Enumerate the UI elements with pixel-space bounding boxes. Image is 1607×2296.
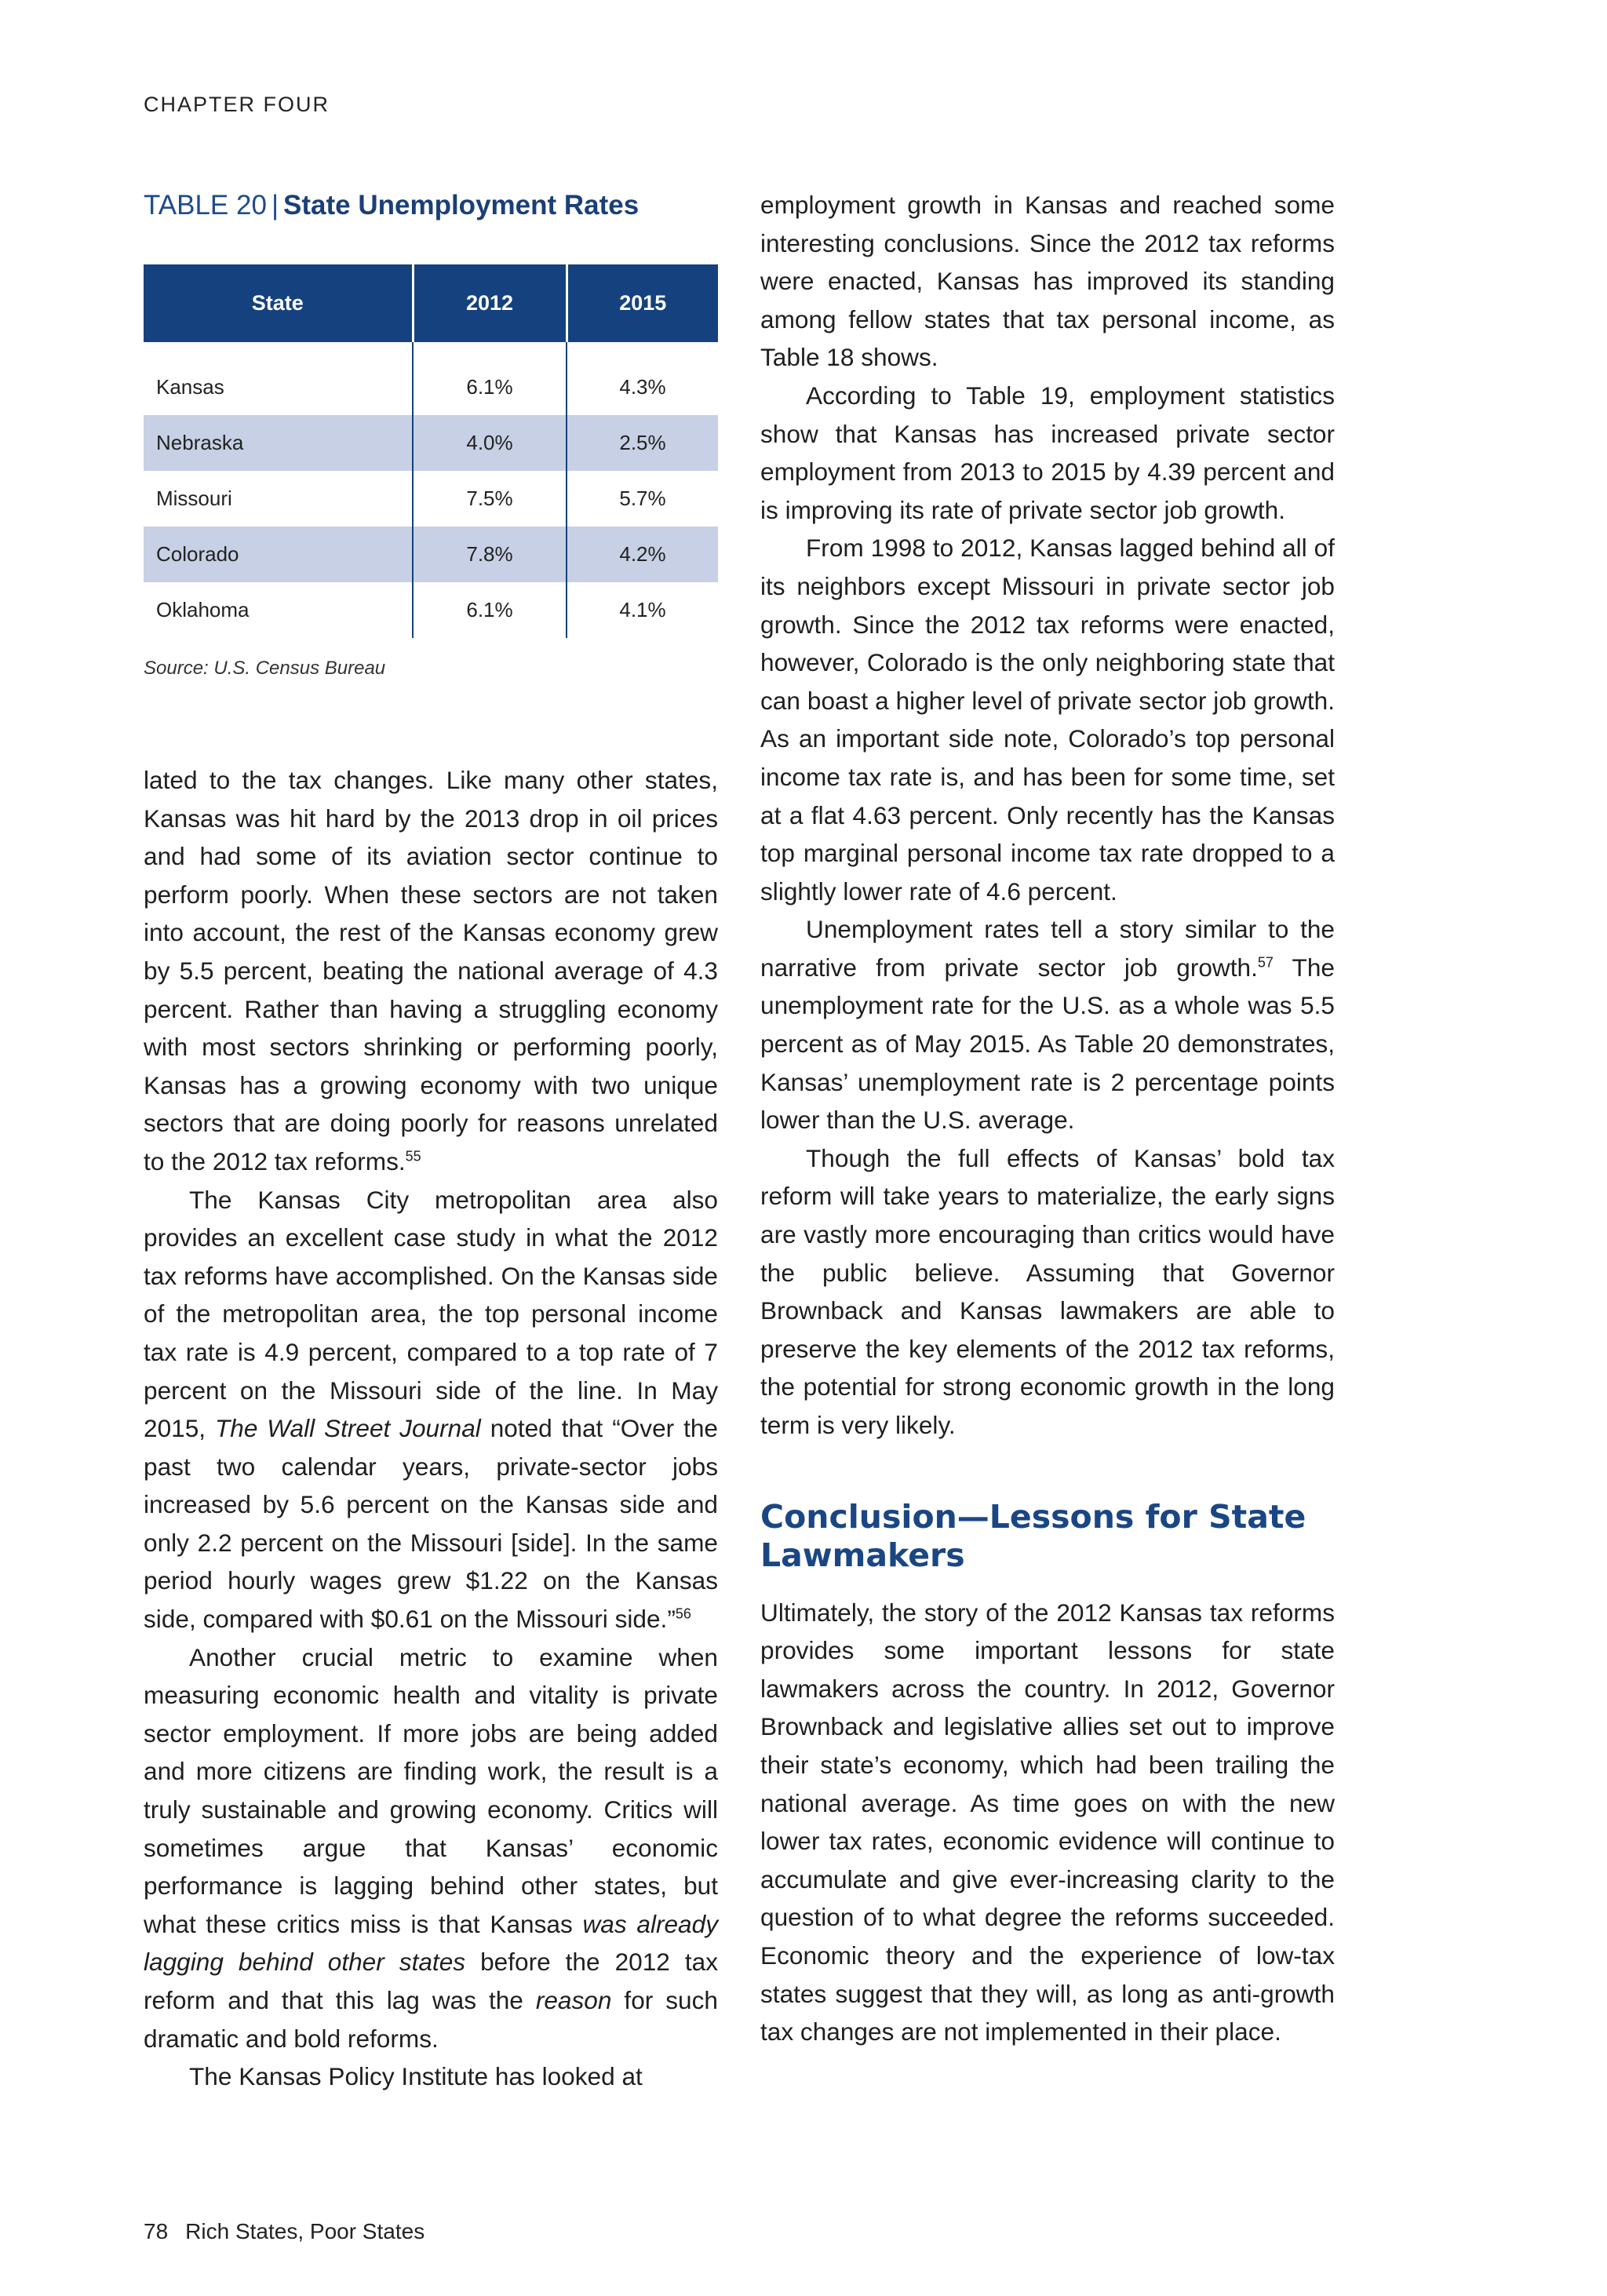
paragraph: The Kansas City metropolitan area also provides an excellent case study in what the 2012 tax reforms have accomplished. On the Kansas side of the metropolitan area, the top personal income tax rate is 4.9 percent, compared to a top rate of 7 percent on the Missouri side of the line. In May 2015, The Wall Street Journal noted that “Over the past two calendar years, private-sector jobs increased by 5.6 percent on the Kansas side and only 2.2 percent on the Missouri [side]. In the same period hourly wages grew $1.22 on the Kansas side, compared with $0.61 on the Missouri side.”$^{56}$ <box>144 1185 719 1634</box>
page-footer <box>144 2219 425 2244</box>
cell-2015: 4.3% <box>567 359 718 415</box>
cell-2012: 4.0% <box>413 415 567 471</box>
cell-state: Missouri <box>156 487 232 510</box>
cell-2012: 6.1% <box>413 582 567 638</box>
footnote-ref-57[interactable]: 57 <box>1257 954 1274 971</box>
publication-title: Rich States, Poor States <box>185 2219 425 2243</box>
left-column <box>144 761 718 2096</box>
table-title-text: State Unemployment Rates <box>283 190 640 220</box>
table-label: TABLE 20 <box>144 190 267 220</box>
section-heading: Conclusion—Lessons for State Lawmakers <box>760 1497 1306 1574</box>
table-title-separator: | <box>271 190 279 220</box>
table-row <box>144 415 718 471</box>
cell-2015: 4.2% <box>567 527 718 582</box>
paragraph: Ultimately, the story of the 2012 Kansas tax reforms provides some important lessons for state lawmakers across the country. In 2012, Governor Brownback and legislative allies set out to improve their state’s economy, which had been trailing the national average. As time goes on with the new lower tax rates, economic evidence will continue to accumulate and give ever-increasing clarity to the question of to what degree the reforms succeeded. Economic theory and the experience of low-tax states suggest that they will, as long as anti-growth tax changes are not implemented in their place. <box>760 1598 1335 2046</box>
table-source: Source: U.S. Census Bureau <box>144 658 386 679</box>
table-row <box>144 471 718 527</box>
cell-state: Nebraska <box>144 415 413 471</box>
cell-2012: 7.8% <box>413 527 567 582</box>
paragraph: According to Table 19, employment statistics show that Kansas has increased private sector employment from 2013 to 2015 by 4.39 percent and is improving its rate of private sector job growth. <box>760 381 1335 524</box>
right-column <box>760 186 1335 2051</box>
cell-2012: 7.5% <box>413 471 567 527</box>
paragraph: The Kansas Policy Institute has looked at <box>189 2062 643 2091</box>
cell-2012: 6.1% <box>413 359 567 415</box>
paragraph: From 1998 to 2012, Kansas lagged behind all of its neighbors except Missouri in private sector job growth. Since the 2012 tax reforms were enacted, however, Colorado is the only neighboring state that can boast a higher level of private sector job growth. As an important side note, Colorado’s top personal income tax rate is, and has been for some time, set at a flat 4.63 percent. Only recently has the Kansas top marginal personal income tax rate dropped to a slightly lower rate of 4.6 percent. <box>760 534 1335 906</box>
page-number: 78 <box>144 2219 169 2243</box>
paragraph: employment growth in Kansas and reached some interesting conclusions. Since the 2012 tax reforms were enacted, Kansas has improved its standing among fellow states that tax personal income, as Table 18 shows. <box>760 191 1335 372</box>
paragraph: Another crucial metric to examine when measuring economic health and vitality is private sector employment. If more jobs are being added and more citizens are finding work, the result is a truly sustainable and growing economy. Critics will sometimes argue that Kansas’ economic performance is lagging behind other states, but what these critics miss is that Kansas was already lagging behind other states before the 2012 tax reform and that this lag was the reason for such dramatic and bold reforms. <box>144 1642 719 2053</box>
chapter-header: CHAPTER FOUR <box>144 93 330 116</box>
paragraph: lated to the tax changes. Like many other states, Kansas was hit hard by the 2013 drop in oil prices and had some of its aviation sector continue to perform poorly. When these sectors are not taken into account, the rest of the Kansas economy grew by 5.5 percent, beating the national average of 4.3 percent. Rather than having a struggling economy with most sectors shrinking or performing poorly, Kansas has a growing economy with two unique sectors that are doing poorly for reasons unrelated to the 2012 tax reforms.$^{55}$ <box>144 766 718 1175</box>
table-title <box>144 190 639 221</box>
cell-2015: 5.7% <box>567 471 718 527</box>
paragraph: Unemployment rates tell a story similar to the narrative from private sector job growth.$^{57}$ The unemployment rate for the U.S. as a whole was 5.5 percent as of May 2015. As Table 20 demonstrates, Kansas’ unemployment rate is 2 percentage points lower than the U.S. average. <box>760 915 1336 1135</box>
footnote-ref-56[interactable]: 56 <box>675 1605 691 1622</box>
column-header-2012: 2012 <box>413 264 567 342</box>
unemployment-table <box>144 264 718 638</box>
column-header-2015: 2015 <box>567 264 718 342</box>
table-header-row <box>144 264 718 342</box>
table-row <box>144 582 718 638</box>
cell-2015: 2.5% <box>567 415 718 471</box>
cell-state: Colorado <box>144 527 413 582</box>
table-spacer-row <box>144 342 718 359</box>
cell-2015: 4.1% <box>567 582 718 638</box>
cell-state: Oklahoma <box>156 598 250 621</box>
footnote-ref-55[interactable]: 55 <box>405 1148 421 1164</box>
table-row <box>144 527 718 582</box>
column-header-state: State <box>144 264 413 342</box>
table-row <box>144 359 718 415</box>
paragraph: Though the full effects of Kansas’ bold tax reform will take years to materialize, the early signs are vastly more encouraging than critics would have the public believe. Assuming that Governor Brownback and Kansas lawmakers are able to preserve the key elements of the 2012 tax reforms, the potential for strong economic growth in the long term is very likely. <box>760 1143 1335 1439</box>
cell-state: Kansas <box>156 375 224 399</box>
